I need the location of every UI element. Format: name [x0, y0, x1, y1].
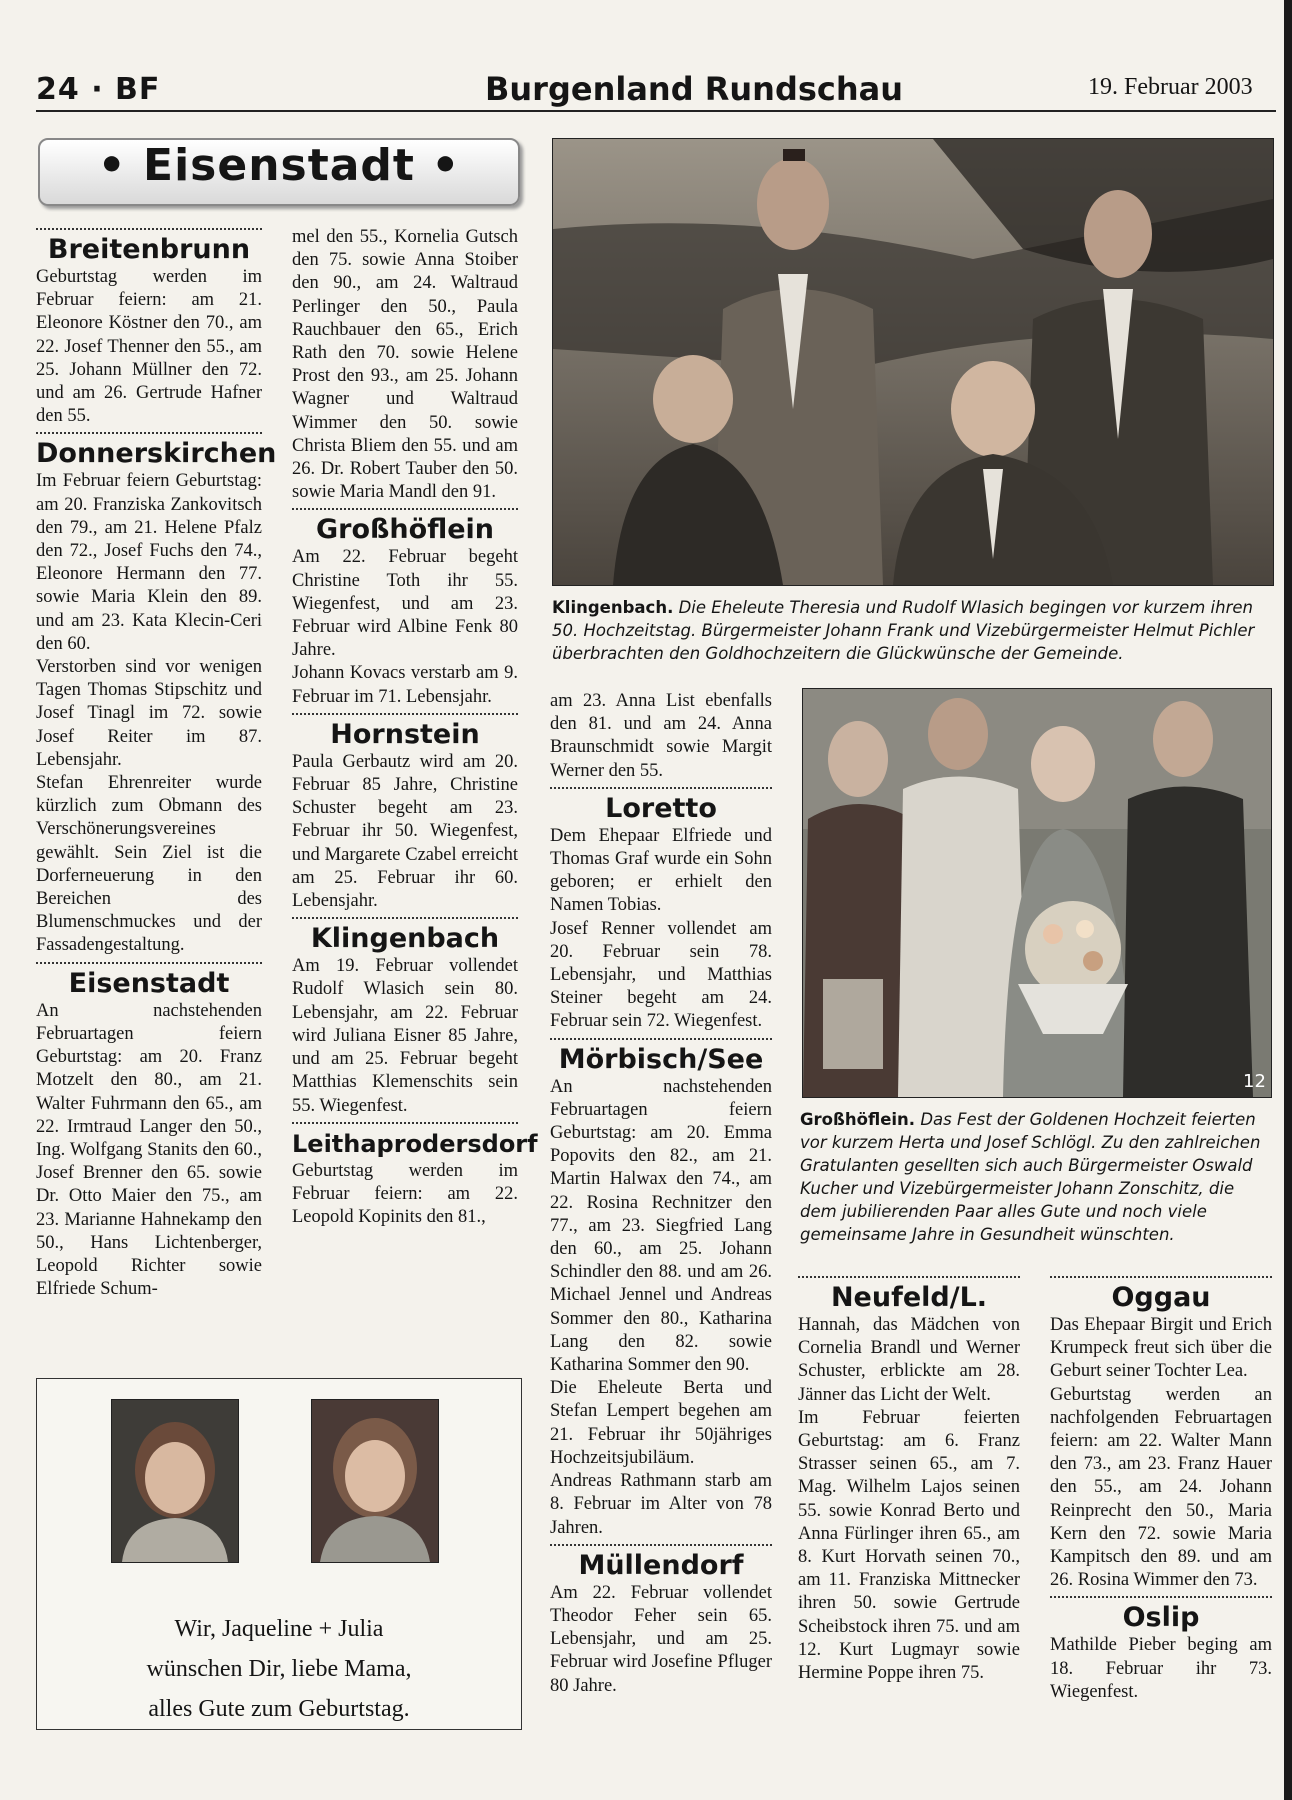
- heading-klingenbach: Klingenbach: [292, 917, 518, 955]
- photo-klingenbach-image: [553, 139, 1273, 585]
- heading-muellendorf: Müllendorf: [550, 1544, 772, 1582]
- caption-place: Klingenbach.: [552, 598, 674, 617]
- photo-number: 12: [1243, 1071, 1266, 1092]
- page-number: 24 · BF: [36, 72, 161, 107]
- article-text: Am 19. Februar vollendet Rudolf Wlasich sein 80. Lebensjahr, am 22. Februar wird Juliana Eisner 85 Jahre, und am 25. Februar begeht Matthias Klemenschits sein 55. Wiegenfest.: [292, 956, 518, 1116]
- article-text: Andreas Rathmann starb am 8. Februar im Alter von 78 Jahren.: [550, 1471, 772, 1538]
- greeting-ad: [36, 1378, 522, 1730]
- column-4: [798, 1276, 1020, 1685]
- greeting-line-3: alles Gute zum Geburtstag.: [148, 1696, 410, 1722]
- article-text: mel den 55., Kornelia Gutsch den 75. sowie Anna Stoiber den 90., am 24. Waltraud Perlinger den 50., Paula Rauchbauer den 65., Erich Rath den 70. sowie Helene Prost den 93., am 25. Johann Wagner und Waltraud Wimmer den 50. sowie Christa Bliem den 55. und am 26. Dr. Robert Tauber den 50. sowie Maria Mandl den 91.: [292, 227, 518, 503]
- article-text: Hannah, das Mädchen von Cornelia Brandl und Werner Schuster, erblickte am 28. Jänner das Licht der Welt.: [798, 1315, 1020, 1405]
- article-text: Johann Kovacs verstarb am 9. Februar im 71. Lebensjahr.: [292, 663, 518, 707]
- greeting-line-1: Wir, Jaqueline + Julia: [174, 1616, 384, 1642]
- header-rule: [36, 110, 1276, 112]
- article-text: Die Eheleute Berta und Stefan Lempert begehen am 21. Februar ihr 50jähriges Hochzeitsjubiläum.: [550, 1378, 772, 1468]
- photo-child-right: [311, 1399, 439, 1563]
- section-banner: • Eisenstadt •: [38, 138, 520, 206]
- heading-moerbisch: Mörbisch/See: [550, 1038, 772, 1076]
- article-text: Geburtstag werden im Februar feiern: am 21. Eleonore Köstner den 70., am 22. Josef Thenner den 55., am 25. Johann Müllner den 72. und am 26. Gertrude Hafner den 55.: [36, 267, 262, 427]
- heading-neufeld: Neufeld/L.: [798, 1276, 1020, 1314]
- column-5: [1050, 1276, 1272, 1704]
- heading-leithaprodersdorf: Leithaprodersdorf: [292, 1122, 518, 1160]
- article-text: Das Ehepaar Birgit und Erich Krumpeck freut sich über die Geburt seiner Tochter Lea.: [1050, 1315, 1272, 1382]
- article-text: Am 22. Februar begeht Christine Toth ihr 55. Wiegenfest, und am 23. Februar wird Albine Fenk 80 Jahre.: [292, 547, 518, 661]
- greeting-text: [37, 1609, 521, 1729]
- heading-oggau: Oggau: [1050, 1276, 1272, 1314]
- photo-grosshoeflein-image: [803, 689, 1271, 1097]
- article-text: Stefan Ehrenreiter wurde kürzlich zum Obmann des Verschönerungsvereines gewählt. Sein Ziel ist die Dorferneuerung in den Bereichen des Blumenschmuckes und der Fassadengestaltung.: [36, 773, 262, 956]
- child-right-image: [312, 1400, 438, 1562]
- article-text: Dem Ehepaar Elfriede und Thomas Graf wurde ein Sohn geboren; er erhielt den Namen Tobias.: [550, 825, 772, 916]
- caption-place: Großhöflein.: [800, 1110, 916, 1129]
- greeting-line-2: wünschen Dir, liebe Mama,: [146, 1656, 412, 1682]
- newspaper-title: Burgenland Rundschau: [485, 70, 904, 108]
- article-text: Im Februar feierten Geburtstag: am 6. Franz Strasser seinen 65., am 7. Mag. Wilhelm Lajos seinen 55. sowie Konrad Berto und Anna Fürlinger ihren 65., am 8. Kurt Horvath seinen 70., am 11. Franziska Mittnecker ihren 50. sowie Gertrude Scheibstock ihren 75. und am 12. Kurt Lugmayr sowie Hermine Poppe ihren 75.: [798, 1407, 1020, 1684]
- article-text: Paula Gerbautz wird am 20. Februar 85 Jahre, Christine Schuster begeht am 23. Februar ihr 50. Wiegenfest, und Margarete Czabel erreicht am 25. Februar ihr 60. Lebensjahr.: [292, 751, 518, 912]
- article-text: Geburtstag werden im Februar feiern: am 22. Leopold Kopinits den 81.,: [292, 1160, 518, 1228]
- heading-eisenstadt: Eisenstadt: [36, 962, 262, 1000]
- article-text: Am 22. Februar vollendet Theodor Feher sein 65. Lebensjahr, und am 25. Februar wird Josefine Pfluger 80 Jahre.: [550, 1582, 772, 1696]
- column-3: [550, 690, 772, 1698]
- article-text: Josef Renner vollendet am 20. Februar sein 78. Lebensjahr, und Matthias Steiner begeht am 24. Februar sein 72. Wiegenfest.: [550, 918, 772, 1032]
- heading-hornstein: Hornstein: [292, 713, 518, 751]
- article-text: am 23. Anna List ebenfalls den 81. und am 24. Anna Braunschmidt sowie Margit Werner den 55.: [550, 691, 772, 781]
- photo-grosshoeflein: [802, 688, 1272, 1098]
- caption-text: Die Eheleute Theresia und Rudolf Wlasich begingen vor kurzem ihren 50. Hochzeitstag. Bürgermeister Johann Frank und Vizebürgermeister Helmut Pichler überbrachten den Goldhochzeitern die Glückwünsche der Gemeinde.: [552, 598, 1255, 663]
- scan-edge: [1284, 0, 1292, 1800]
- article-text: Verstorben sind vor wenigen Tagen Thomas Stipschitz und Josef Tinagl im 72. sowie Josef Reiter im 87. Lebensjahr.: [36, 657, 262, 770]
- heading-oslip: Oslip: [1050, 1596, 1272, 1634]
- article-text: Im Februar feiern Geburtstag: am 20. Franziska Zankovitsch den 79., am 21. Helene Pfalz den 72., Josef Fuchs den 74., Eleonore Hermann den 77. sowie Maria Klein den 89. und am 23. Kata Klecin-Ceri den 60.: [36, 471, 262, 654]
- heading-loretto: Loretto: [550, 787, 772, 825]
- article-text: An nachstehenden Februartagen feiern Geburtstag: am 20. Franz Motzelt den 80., am 21. Walter Fuhrmann den 65., am 22. Irmtraud Langer den 50., Ing. Wolfgang Stanits den 60., Josef Brenner den 65. sowie Dr. Otto Maier den 75., am 23. Marianne Hahnekamp den 50., Hans Lichtenberger, Leopold Richter sowie Elfriede Schum-: [36, 1000, 262, 1300]
- issue-date: 19. Februar 2003: [1088, 74, 1253, 100]
- caption-grosshoeflein: [800, 1108, 1274, 1246]
- article-text: An nachstehenden Februartagen feiern Geburtstag: am 20. Emma Popovits den 82., am 21. Martin Halwax den 74., am 22. Rosina Rechnitzer den 77., am 23. Siegfried Lang den 60., am 25. Johann Schindler den 88. und am 26. Michael Jennel und Andreas Sommer den 80., Katharina Lang den 82. sowie Katharina Sommer den 90.: [550, 1076, 772, 1376]
- caption-klingenbach: [552, 596, 1274, 665]
- article-text: Geburtstag werden an nachfolgenden Februartagen feiern: am 22. Walter Mann den 73., am 23. Franz Hauer den 55., am 24. Johann Reinprecht den 50., Maria Kern den 72. sowie Maria Kampitsch den 89. und am 26. Rosina Wimmer den 73.: [1050, 1384, 1272, 1591]
- caption-text: Das Fest der Goldenen Hochzeit feierten vor kurzem Herta und Josef Schlögl. Zu den zahlreichen Gratulanten gesellten sich auch Bürgermeister Oswald Kucher und Vizebürgermeister Johann Zonschitz, die dem jubilierenden Paar alles Gute und noch viele gemeinsame Jahre in Gesundheit wünschten.: [800, 1110, 1261, 1244]
- heading-donnerskirchen: Donnerskirchen: [36, 432, 262, 470]
- child-left-image: [112, 1400, 238, 1562]
- column-1: [36, 228, 277, 1301]
- heading-breitenbrunn: Breitenbrunn: [36, 228, 262, 266]
- column-2: [292, 226, 538, 1229]
- article-text: Mathilde Pieber beging am 18. Februar ihr 73. Wiegenfest.: [1050, 1635, 1272, 1702]
- heading-grosshoeflein: Großhöflein: [292, 508, 518, 546]
- photo-klingenbach: [552, 138, 1274, 586]
- photo-child-left: [111, 1399, 239, 1563]
